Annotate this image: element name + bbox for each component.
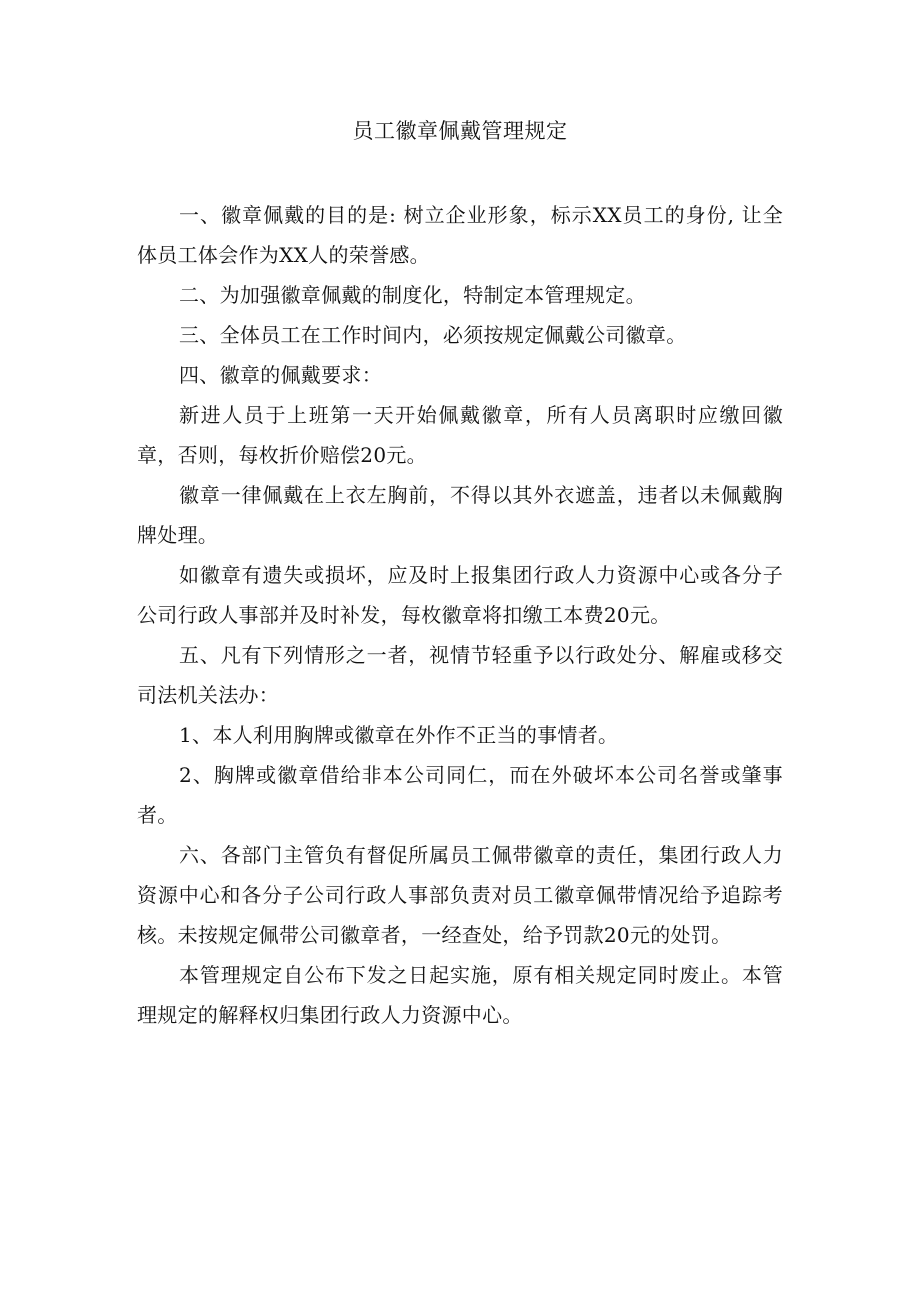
document-body [137,195,783,1035]
document-title: 员工徽章佩戴管理规定 [352,119,568,143]
paragraph-2: 二、为加强徽章佩戴的制度化，特制定本管理规定。 [179,283,646,307]
paragraph-7: 如徽章有遗失或损坏，应及时上报集团行政人力资源中心或各分子公司行政人事部并及时补发，每枚徽章将扣缴工本费20元。 [137,563,783,627]
paragraph-4: 四、徽章的佩戴要求： [179,363,382,387]
paragraph-5: 新进人员于上班第一天开始佩戴徽章，所有人员离职时应缴回徽章，否则，每枚折价赔偿20元。 [137,403,783,467]
paragraph-3: 三、全体员工在工作时间内，必须按规定佩戴公司徽章。 [179,323,687,347]
paragraph-12: 本管理规定自公布下发之日起实施，原有相关规定同时废止。本管理规定的解释权归集团行政人力资源中心。 [137,963,783,1027]
paragraph-8: 五、凡有下列情形之一者，视情节轻重予以行政处分、解雇或移交司法机关法办： [137,643,783,707]
paragraph-1: 一、徽章佩戴的目的是: 树立企业形象，标示XX员工的身份, 让全体员工体会作为XX人的荣誉感。 [137,203,783,267]
paragraph-11: 六、各部门主管负有督促所属员工佩带徽章的责任，集团行政人力资源中心和各分子公司行政人事部负责对员工徽章佩带情况给予追踪考核。未按规定佩带公司徽章者，一经查处，给予罚款20元的处罚。 [137,843,783,947]
paragraph-6: 徽章一律佩戴在上衣左胸前，不得以其外衣遮盖，违者以未佩戴胸牌处理。 [137,483,783,547]
paragraph-10: 2、胸牌或徽章借给非本公司同仁，而在外破坏本公司名誉或肇事者。 [137,763,783,827]
paragraph-9: 1、本人利用胸牌或徽章在外作不正当的事情者。 [179,723,619,747]
